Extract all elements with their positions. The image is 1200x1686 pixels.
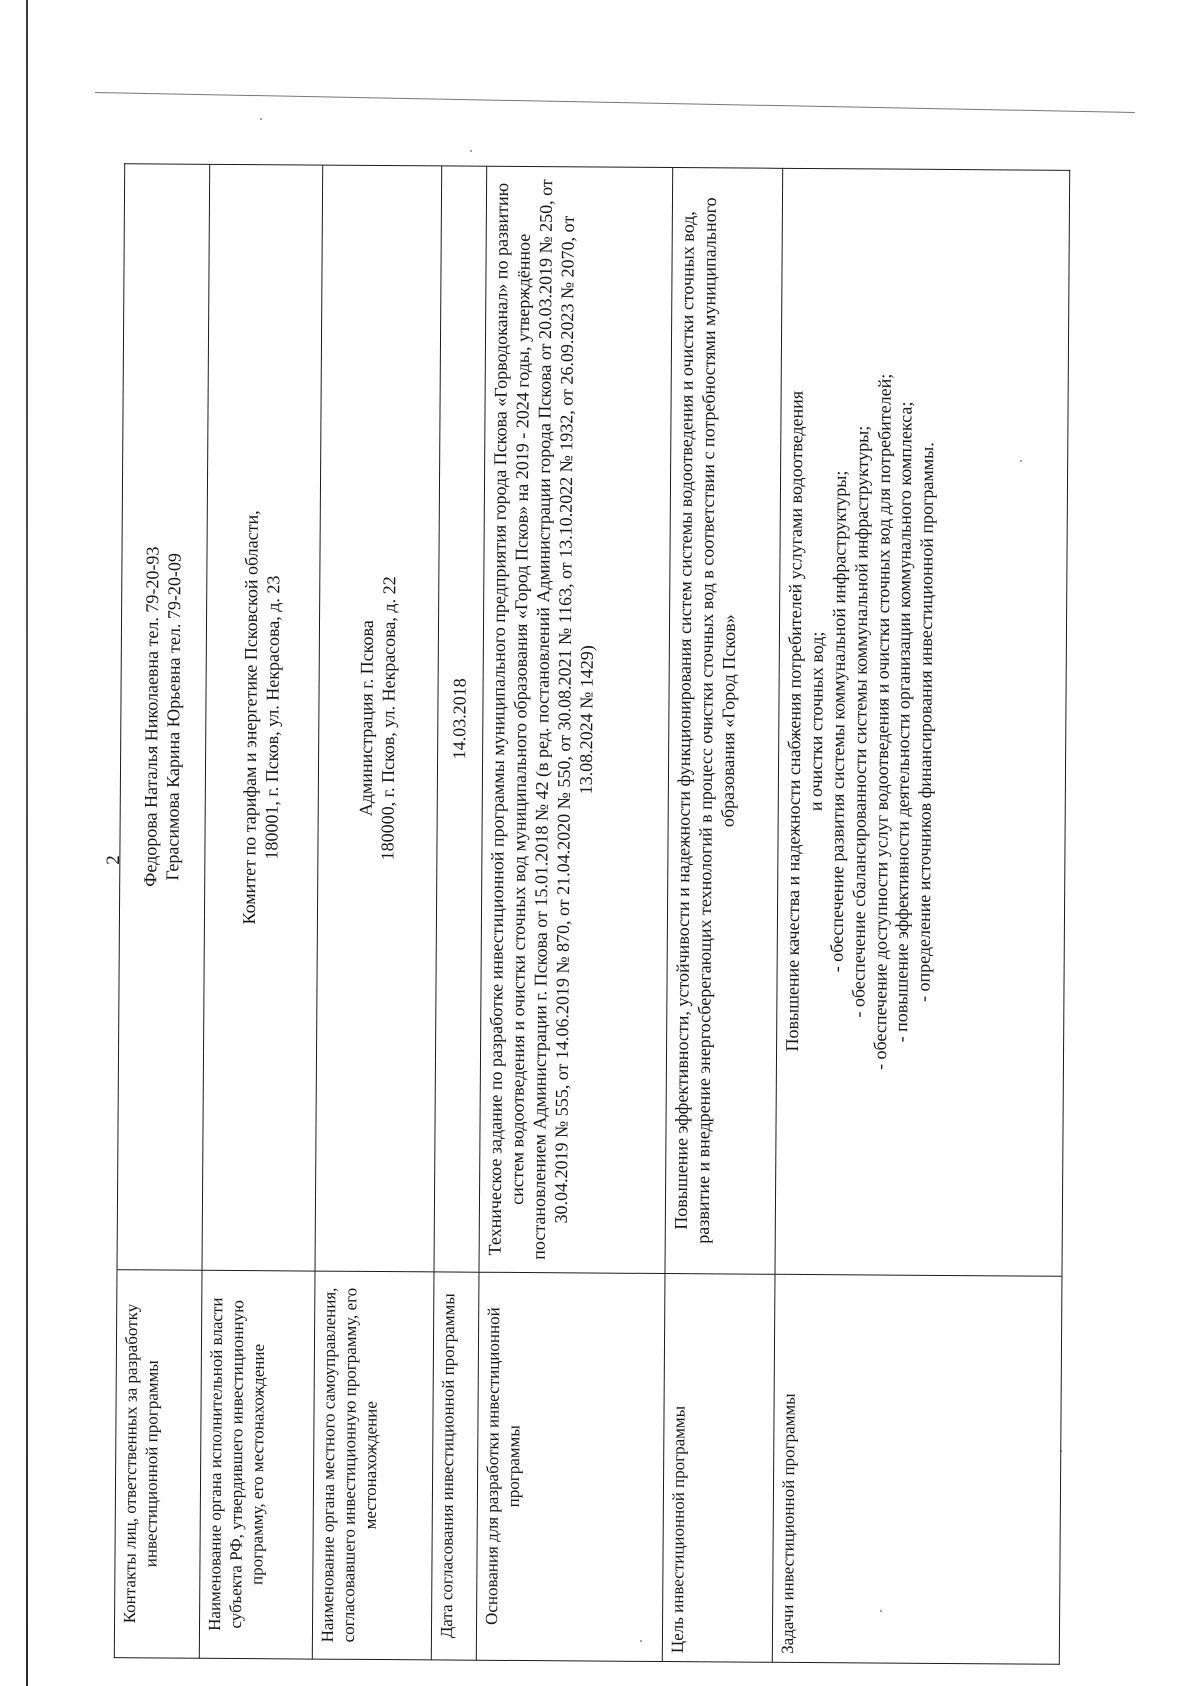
task-item: Повышение качества и надежности снабжения потребителей услугами водоотведения: [781, 390, 807, 1052]
row-value: [202, 164, 323, 1270]
table-row-tasks: [772, 168, 1070, 1664]
row-label: Контакты лиц, ответственных за разработку инвестиционной программы: [114, 1269, 202, 1658]
contact-line: Федорова Наталья Николаевна тел. 79-20-93: [140, 546, 163, 887]
row-label: Наименование органа исполнительной власти субъекта РФ, утвердившего инвестиционную программу, его местонахождение: [199, 1270, 315, 1659]
row-value: [775, 168, 1070, 1276]
row-label: Основания для разработки инвестиционной программы: [476, 1272, 665, 1662]
page-number: 2: [103, 855, 124, 865]
scan-speck: [260, 118, 262, 120]
row-label: Цель инвестиционной программы: [662, 1273, 774, 1662]
passport-table-rotated: [114, 163, 1070, 1665]
row-value: [315, 165, 441, 1271]
task-item: - обеспечение развития системы коммунальной инфраструктуры;: [826, 470, 850, 973]
row-value: 14.03.2018: [434, 166, 487, 1272]
task-item: - обеспечение доступности услуг водоотведения и очистки сточных вод для потребителей;: [869, 373, 895, 1071]
table-row-agreeing-authority: [313, 165, 442, 1660]
row-value: Повышение эффективности, устойчивости и надежности функционирования систем системы водоотведения и очистки сточных вод, развитие и внедрение энергосберегающих технологий в процесс очистки сточных вод в соответствии с потребностями муниципального образования «Город Псков»: [665, 168, 782, 1274]
task-item: - повышение эффективности деятельности организации коммунального комплекса;: [891, 401, 917, 1043]
table-row-contacts: [114, 164, 209, 1659]
row-label: Дата согласования инвестиционной программы: [431, 1271, 479, 1660]
authority-line: Комитет по тарифам и энергетике Псковской области,: [239, 510, 263, 925]
scan-page-edge: [26, 0, 28, 1686]
scan-speck: [470, 150, 472, 152]
task-item: - определение источников финансирования инвестиционной программы.: [913, 442, 938, 1003]
row-label: Задачи инвестиционной программы: [772, 1274, 1062, 1664]
row-value: [117, 164, 210, 1270]
row-value: Техническое задание по разработке инвестиционной программы муниципального предприятия города Пскова «Горводоканал» по развитию систем водоотведения и очистки сточных вод муниципального образования «Город Псков» на 2019 - 2024 годы, утверждённое постановлением Администрации г. Пскова от 15.01.2018 № 42 (в ред. постановлений Администрации города Пскова от 20.03.2019 № 250, от 30.04.2019 № 555, от 14.06.2019 № 870, от 21.04.2020 № 550, от 30.08.2021 № 1163, от 13.10.2022 № 1932, от 26.09.2023 № 2070, от 13.08.2024 № 1429): [479, 166, 673, 1273]
table-row-goal: [662, 168, 782, 1663]
contact-line: Герасимова Карина Юрьевна тел. 79-20-09: [162, 553, 185, 881]
scan-fold-line: [95, 92, 1135, 113]
passport-table: [114, 163, 1070, 1665]
authority-line: 180000, г. Псков, ул. Некрасова, д. 22: [377, 576, 400, 861]
task-item: - обеспечение сбалансированности системы коммунальной инфраструктуры;: [847, 425, 872, 1018]
row-label: Наименование органа местного самоуправления, согласовавшего инвестиционную программу, его местонахождение: [313, 1271, 434, 1660]
authority-line: 180001, г. Псков, ул. Некрасова, д. 23: [261, 575, 284, 860]
table-row-approving-authority: [199, 164, 323, 1659]
task-item: и очистки сточных вод;: [805, 631, 827, 812]
table-row-basis: [476, 166, 673, 1661]
authority-line: Администрация г. Пскова: [355, 620, 378, 817]
